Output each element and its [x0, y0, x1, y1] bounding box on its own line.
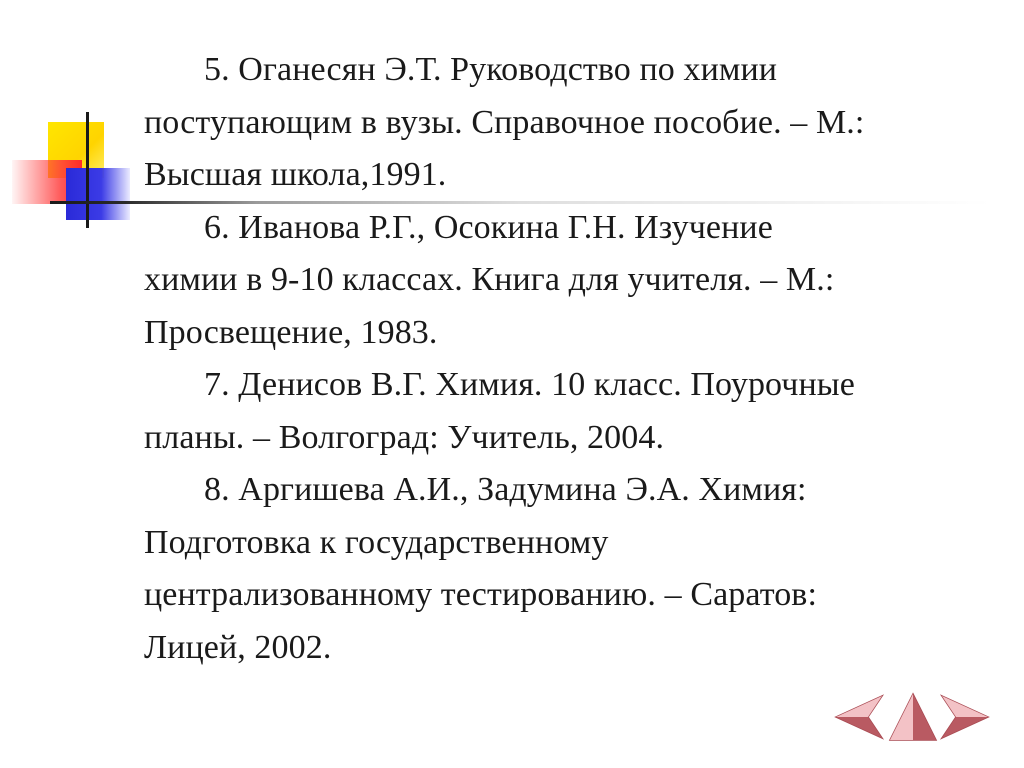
- previous-slide-button[interactable]: [832, 690, 886, 744]
- bibliography-entry-5: [144, 44, 994, 202]
- slide-navigation: [832, 690, 992, 748]
- bibliography-entry-7: [144, 359, 994, 464]
- entry-line: Просвещение, 1983.: [144, 313, 438, 351]
- entry-line: химии в 9-10 классах. Книга для учителя. – М.:: [144, 261, 835, 298]
- entry-line: поступающим в вузы. Справочное пособие. – М.:: [144, 103, 865, 141]
- entry-line: 8. Аргишева А.И., Задумина Э.А. Химия:: [204, 471, 807, 508]
- entry-line: Лицей, 2002.: [144, 628, 332, 666]
- arrow-right-icon: [938, 690, 992, 744]
- bibliography-list: [144, 44, 994, 674]
- entry-line: 7. Денисов В.Г. Химия. 10 класс. Поурочные: [204, 366, 855, 403]
- bibliography-entry-8: [144, 464, 994, 674]
- deco-vertical-line: [86, 112, 89, 228]
- next-slide-button[interactable]: [938, 690, 992, 744]
- entry-line: 6. Иванова Р.Г., Осокина Г.Н. Изучение: [204, 208, 773, 246]
- home-slide-button[interactable]: [886, 690, 940, 744]
- entry-line: 5. Оганесян Э.Т. Руководство по химии: [204, 51, 778, 88]
- entry-line: Высшая школа,1991.: [144, 156, 447, 193]
- entry-line: планы. – Волгоград: Учитель, 2004.: [144, 418, 665, 456]
- entry-line: Подготовка к государственному: [144, 523, 609, 561]
- entry-line: централизованному тестированию. – Саратов:: [144, 576, 818, 613]
- triangle-up-icon: [886, 690, 940, 744]
- deco-blue-square: [66, 168, 130, 220]
- arrow-left-icon: [832, 690, 886, 744]
- bibliography-entry-6: [144, 202, 994, 360]
